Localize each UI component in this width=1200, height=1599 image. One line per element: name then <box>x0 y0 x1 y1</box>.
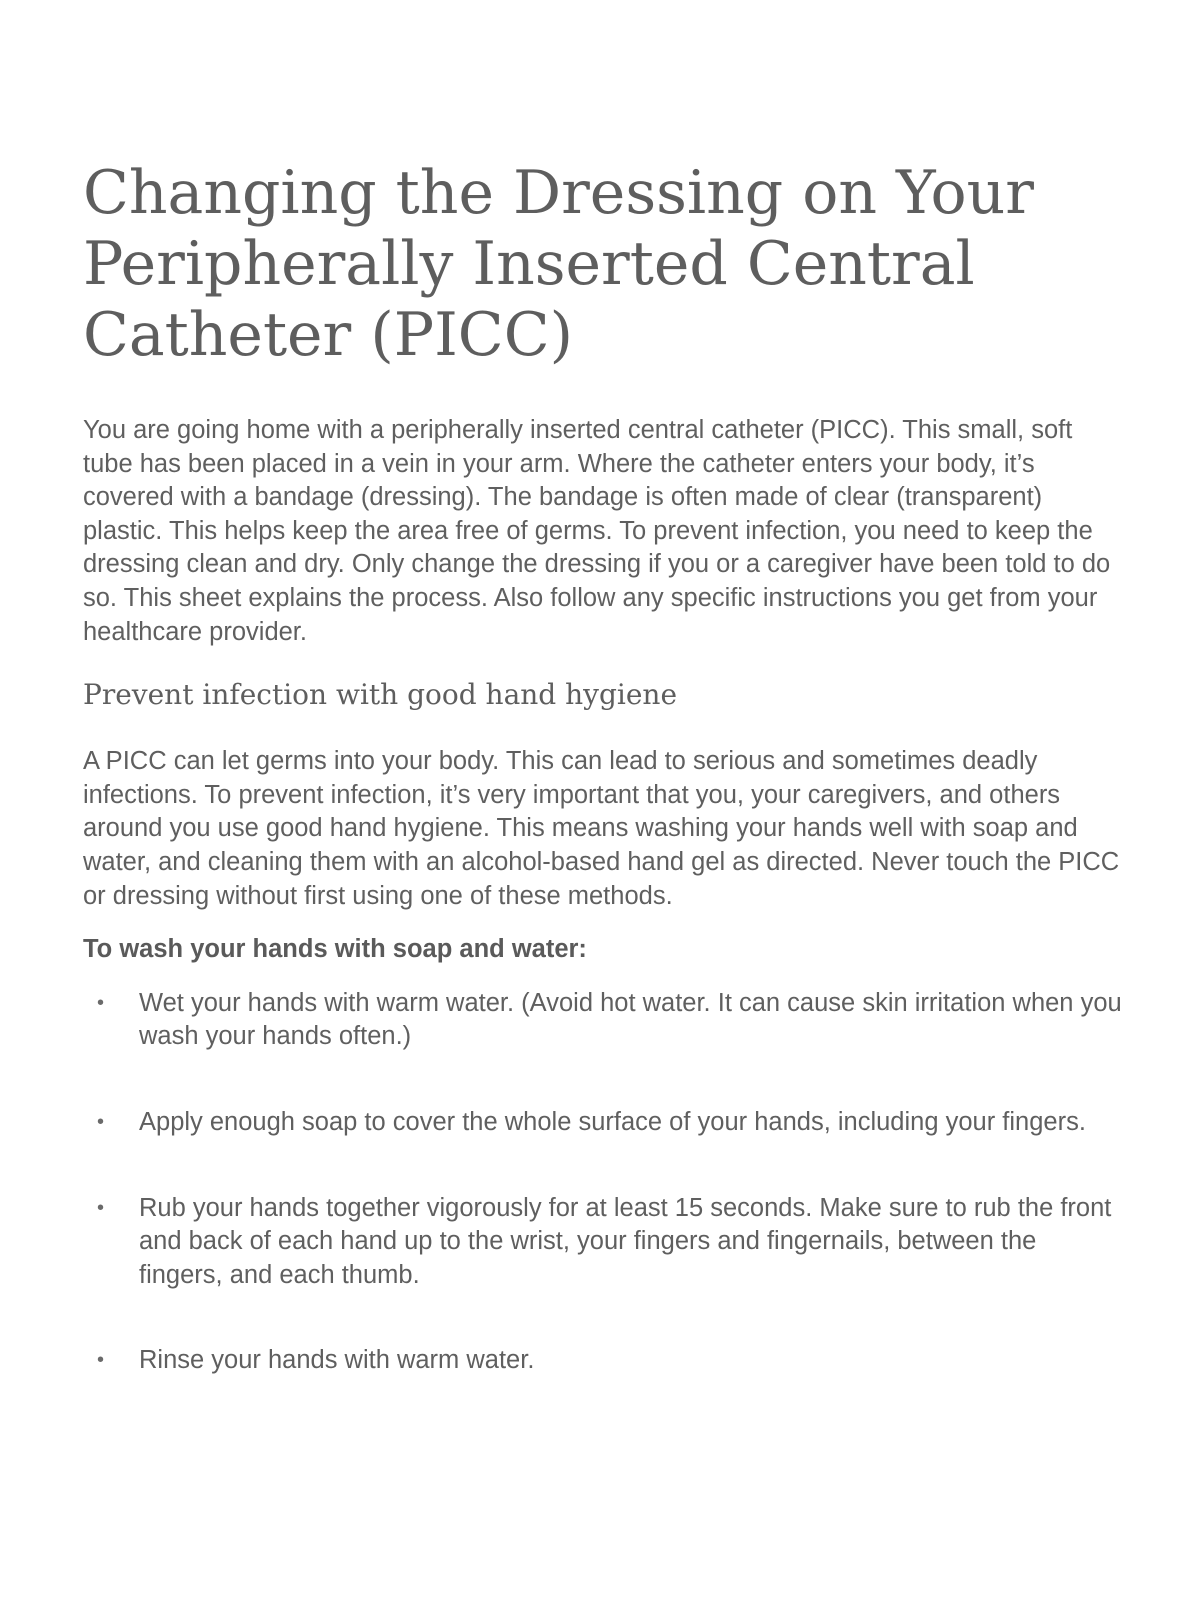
section-paragraph: A PICC can let germs into your body. This can lead to serious and sometimes deadly infections. To prevent infection, it’s very important that you, your caregivers, and others around you use good hand hygiene. This means washing your hands well with soap and water, and cleaning them with an alcohol-based hand gel as directed. Never touch the PICC or dressing without first using one of these methods. <box>83 747 1120 910</box>
bullet-icon: • <box>97 1196 105 1219</box>
bullet-icon: • <box>97 1349 105 1372</box>
document-title: Changing the Dressing on Your Peripherally Inserted Central Catheter (PICC) <box>83 158 1034 370</box>
list-item <box>83 1344 1123 1378</box>
handwashing-steps-list <box>83 987 1123 1378</box>
bullet-icon: • <box>97 1110 105 1133</box>
intro-paragraph: You are going home with a peripherally inserted central catheter (PICC). This small, soft tube has been placed in a vein in your arm. Where the catheter enters your body, it’s covered with a bandage (dressing). The bandage is often made of clear (transparent) plastic. This helps keep the area free of germs. To prevent infection, you need to keep the dressing clean and dry. Only change the dressing if you or a caregiver have been told to do so. This sheet explains the process. Also follow any specific instructions you get from your healthcare provider. <box>83 416 1111 646</box>
step-text: Apply enough soap to cover the whole surface of your hands, including your fingers. <box>139 1107 1086 1136</box>
step-text: Rub your hands together vigorously for at least 15 seconds. Make sure to rub the front and back of each hand up to the wrist, your fingers and fingernails, between the fingers, and each thumb. <box>139 1193 1112 1289</box>
handwashing-subheading: To wash your hands with soap and water: <box>83 935 587 964</box>
list-item <box>83 1106 1123 1140</box>
document-page <box>83 158 1123 1430</box>
bullet-icon: • <box>97 991 105 1014</box>
step-text: Rinse your hands with warm water. <box>139 1346 535 1375</box>
section-heading: Prevent infection with good hand hygiene <box>83 678 678 712</box>
list-item <box>83 987 1123 1054</box>
step-text: Wet your hands with warm water. (Avoid hot water. It can cause skin irritation when you wash your hands often.) <box>139 988 1122 1051</box>
list-item <box>83 1192 1123 1293</box>
